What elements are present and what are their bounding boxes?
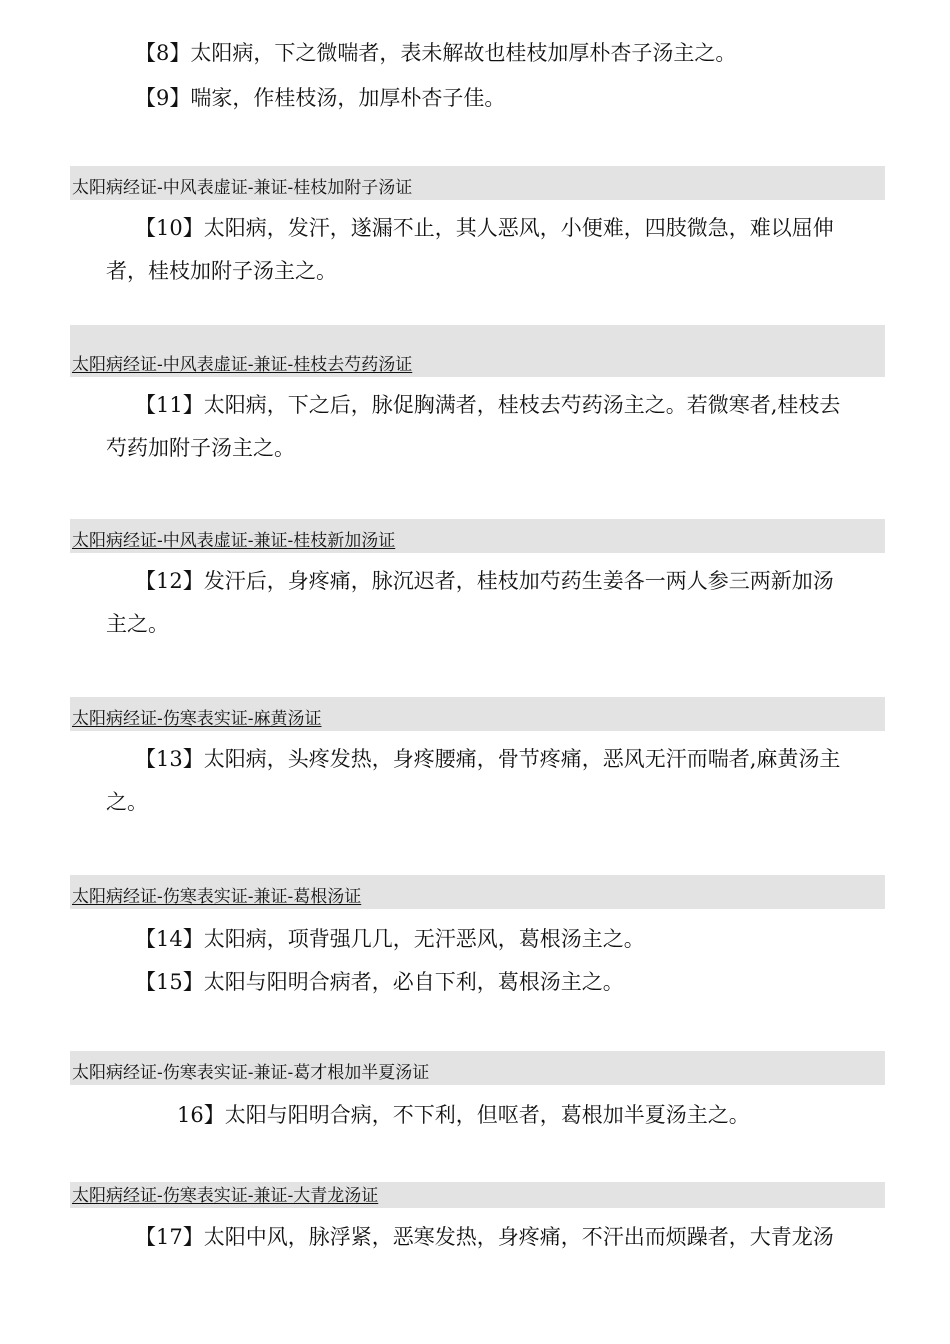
section-header-mahuang: 太阳病经证-伤寒表实证-麻黄汤证 <box>70 697 885 731</box>
clause-14: 【14】太阳病，项背强几几，无汗恶风，葛根汤主之。 <box>135 927 645 951</box>
clause-9: 【9】喘家，作桂枝汤，加厚朴杏子佳。 <box>135 86 506 110</box>
clause-10-line-1: 【10】太阳病，发汗，遂漏不止，其人恶风，小便难，四肢微急，难以屈伸 <box>135 216 834 240</box>
section-header-gegen: 太阳病经证-伤寒表实证-兼证-葛根汤证 <box>70 875 885 909</box>
section-header-guizhi-jia-fuzi: 太阳病经证-中风表虚证-兼证-桂枝加附子汤证 <box>70 166 885 200</box>
clause-11-line-2: 芍药加附子汤主之。 <box>106 436 295 460</box>
clause-12-line-2: 主之。 <box>106 612 169 636</box>
clause-12-line-1: 【12】发汗后，身疼痛，脉沉迟者，桂枝加芍药生姜各一两人参三两新加汤 <box>135 569 834 593</box>
clause-13-line-1: 【13】太阳病，头疼发热，身疼腰痛，骨节疼痛，恶风无汗而喘者,麻黄汤主 <box>135 747 841 771</box>
clause-11-line-1: 【11】太阳病，下之后，脉促胸满者，桂枝去芍药汤主之。若微寒者,桂枝去 <box>135 393 841 417</box>
clause-17-line-1: 【17】太阳中风，脉浮紧，恶寒发热，身疼痛，不汗出而烦躁者，大青龙汤 <box>135 1225 834 1249</box>
clause-13-line-2: 之。 <box>106 790 148 814</box>
section-header-da-qinglong: 太阳病经证-伤寒表实证-兼证-大青龙汤证 <box>70 1182 885 1208</box>
section-header-guizhi-qu-shaoyao: 太阳病经证-中风表虚证-兼证-桂枝去芍药汤证 <box>70 325 885 377</box>
clause-15: 【15】太阳与阳明合病者，必自下利，葛根汤主之。 <box>135 970 624 994</box>
section-header-guizhi-xinjia: 太阳病经证-中风表虚证-兼证-桂枝新加汤证 <box>70 519 885 553</box>
clause-16: 16】太阳与阳明合病，不下利，但呕者，葛根加半夏汤主之。 <box>177 1103 750 1127</box>
clause-8: 【8】太阳病，下之微喘者，表未解故也桂枝加厚朴杏子汤主之。 <box>135 41 737 65</box>
section-header-gegen-jia-banxia: 太阳病经证-伤寒表实证-兼证-葛才根加半夏汤证 <box>70 1051 885 1085</box>
clause-10-line-2: 者，桂枝加附子汤主之。 <box>106 259 337 283</box>
